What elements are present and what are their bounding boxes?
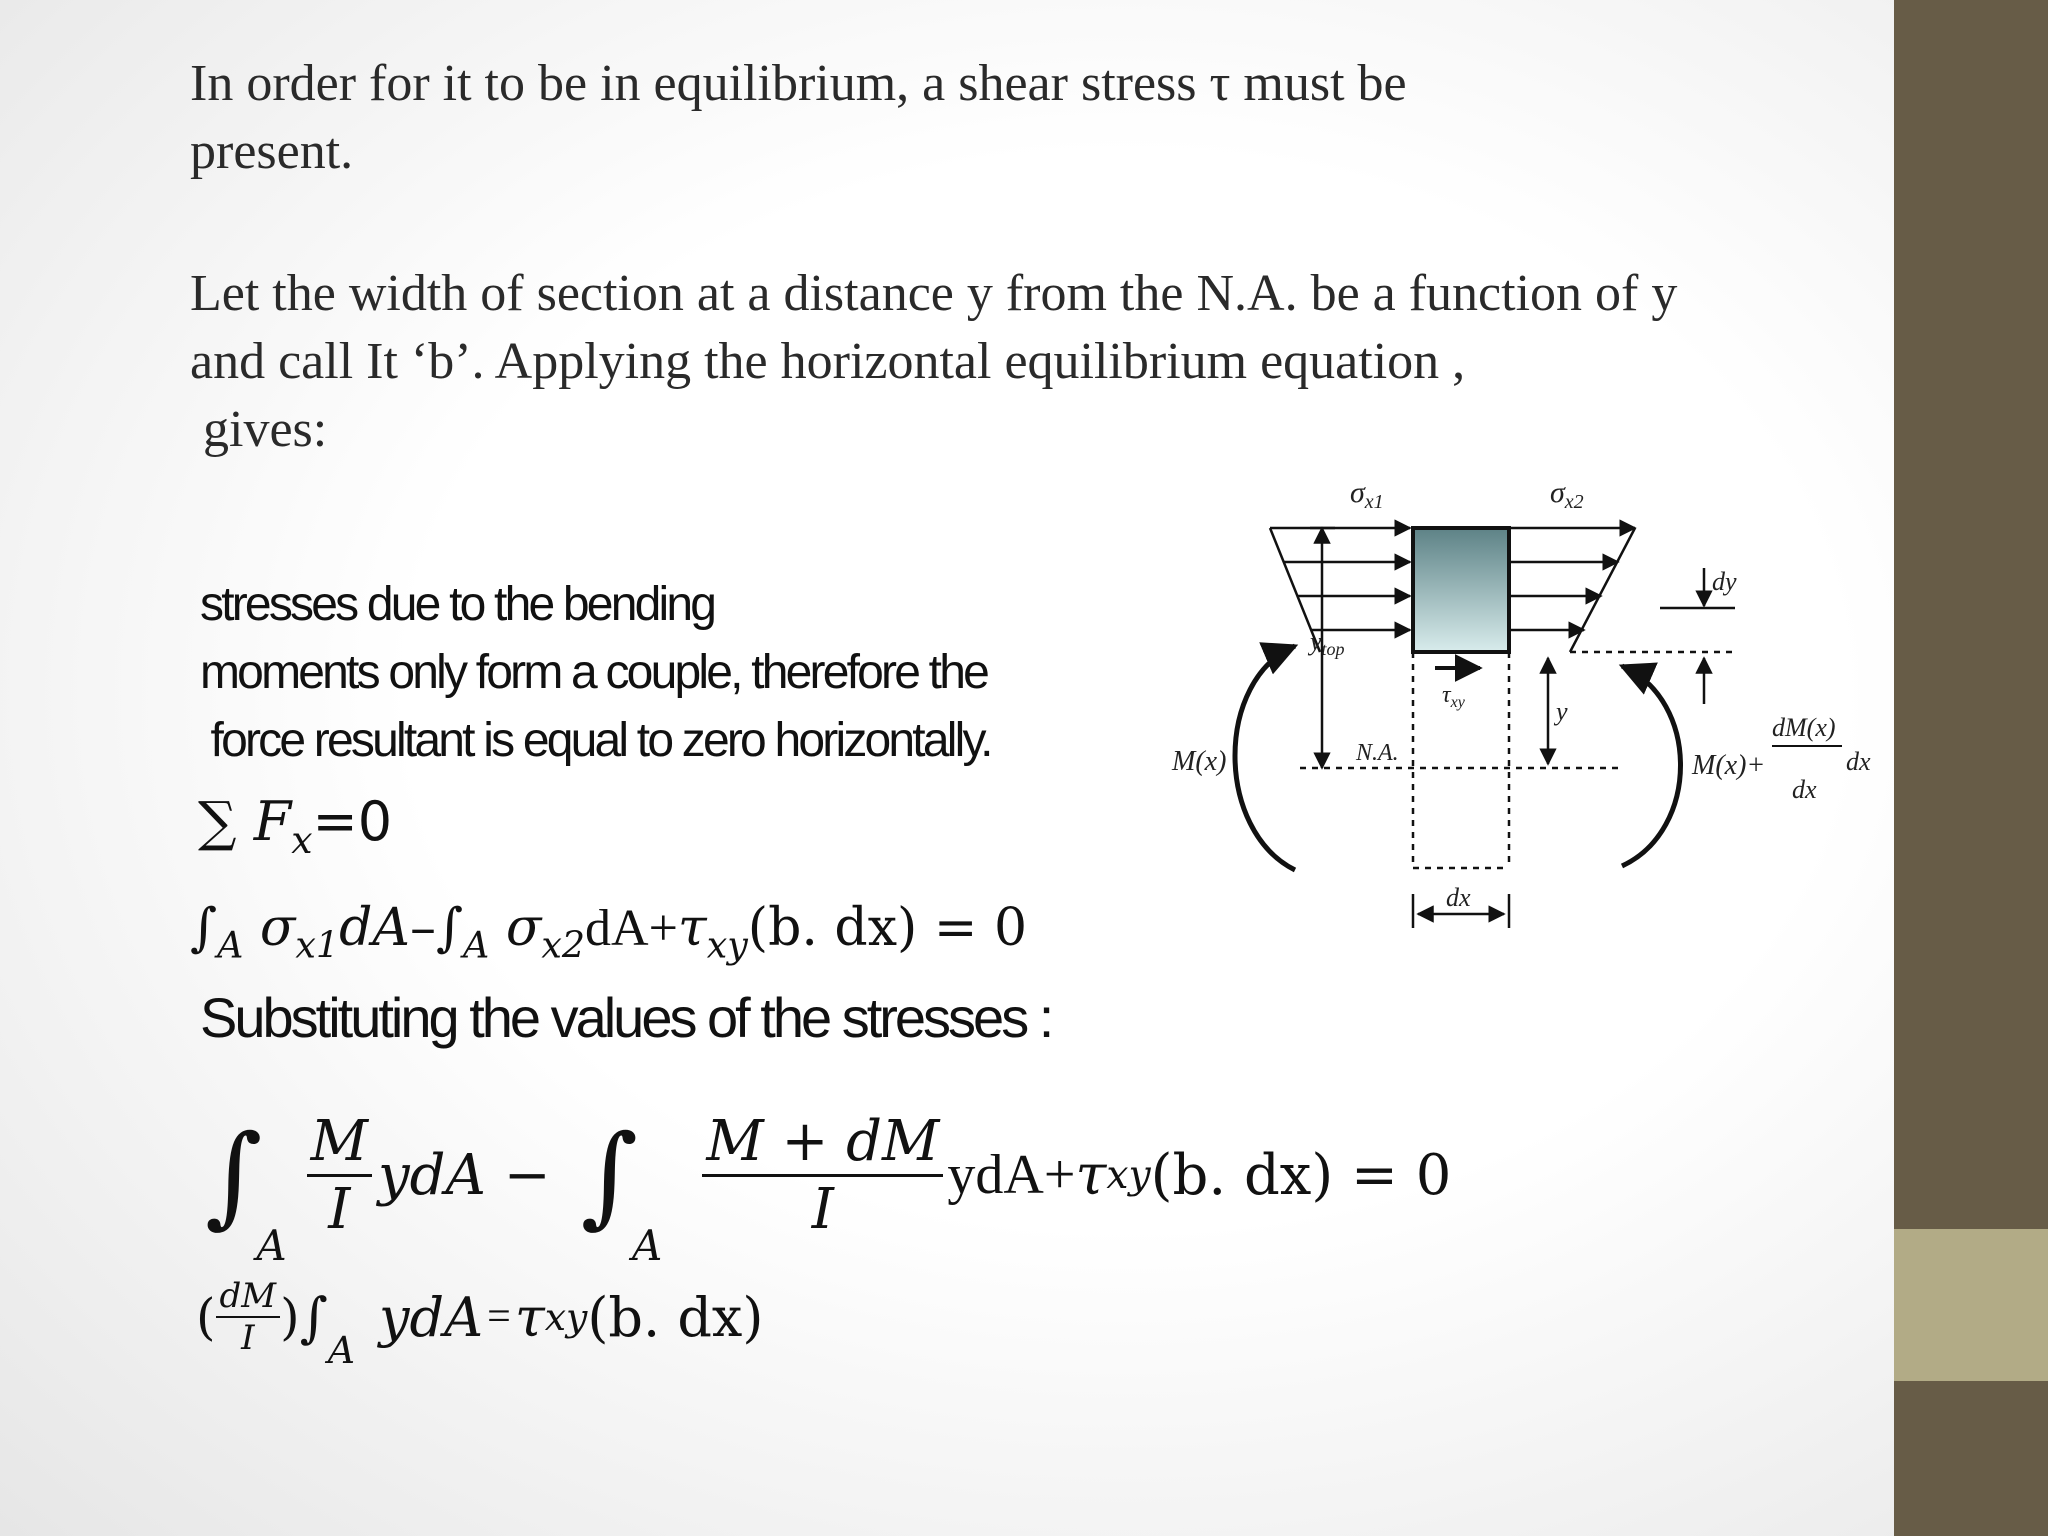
equals-sign: = bbox=[487, 1294, 511, 1340]
force-symbol: F bbox=[253, 790, 292, 853]
svg-text:τxy: $\tau_{xy}$ bbox=[1442, 682, 1465, 711]
note-line-3: force resultant is equal to zero horizontally. bbox=[200, 714, 991, 767]
moment-right-label bbox=[1691, 713, 1871, 804]
minus-sign: – bbox=[409, 898, 436, 958]
ydA-term: ydA bbox=[379, 1285, 484, 1349]
moment-left-arrow bbox=[1235, 646, 1295, 870]
moment-left-label: M(x) bbox=[1172, 746, 1227, 777]
tau-xy-label bbox=[1442, 682, 1466, 711]
tau-symbol: τ bbox=[514, 1285, 545, 1349]
sum-forces-equation bbox=[198, 790, 392, 862]
equals-zero: =0 bbox=[312, 790, 393, 853]
integral-subscript: A bbox=[327, 1328, 356, 1372]
integral-symbol: ∫ bbox=[580, 1111, 638, 1239]
paragraph-line: gives: bbox=[190, 401, 328, 458]
shaded-element bbox=[1413, 528, 1509, 652]
equation-tail: (b. dx) = 0 bbox=[1150, 1142, 1452, 1208]
sigma-symbol: σ bbox=[505, 898, 542, 958]
fraction-denominator: I bbox=[328, 1176, 351, 1242]
fraction-numerator: M bbox=[307, 1109, 372, 1177]
paragraph-line: Let the width of section at a distance y from the N.A. be a function of y bbox=[190, 265, 1678, 322]
integral-symbol: ∫ bbox=[435, 898, 464, 958]
integral-subscript: A bbox=[631, 1221, 663, 1270]
tau-subscript: xy bbox=[706, 923, 748, 967]
sum-symbol: ∑ bbox=[198, 790, 237, 853]
dy-label: dy bbox=[1712, 567, 1737, 596]
sigma-x2-label bbox=[1550, 476, 1584, 513]
y-label: y bbox=[1556, 697, 1568, 726]
side-accent-bar-top bbox=[1894, 0, 2048, 1229]
result-equation bbox=[196, 1262, 763, 1372]
fraction-M-plus-dM-over-I bbox=[702, 1109, 943, 1242]
integral-subscript: A bbox=[463, 923, 490, 967]
tau-symbol: τ bbox=[1075, 1142, 1107, 1208]
sigma-subscript: x2 bbox=[541, 923, 586, 967]
fraction-denominator: I bbox=[241, 1318, 255, 1358]
fraction-dM-over-I bbox=[216, 1276, 281, 1358]
sigma-symbol: σ bbox=[259, 898, 296, 958]
paragraph-width-section bbox=[190, 260, 1677, 464]
moment-right-arrow bbox=[1622, 666, 1681, 866]
ydA-term: ydA+ bbox=[947, 1144, 1076, 1206]
paragraph-line: present. bbox=[190, 123, 354, 180]
beam-element-diagram bbox=[1160, 470, 1900, 960]
y-top-label bbox=[1307, 627, 1345, 659]
substituting-text: Substituting the values of the stresses : bbox=[200, 986, 1052, 1049]
stress-block-right bbox=[1510, 528, 1635, 652]
integral-symbol: ∫ bbox=[205, 1111, 263, 1239]
paragraph-line: and call It ‘b’. Applying the horizontal equilibrium equation , bbox=[190, 333, 1466, 390]
sigma-subscript: x1 bbox=[295, 923, 340, 967]
svg-text:dx: dx bbox=[1792, 775, 1817, 804]
side-accent-bar-bottom bbox=[1894, 1381, 2048, 1536]
integral-symbol: ∫ bbox=[190, 898, 218, 958]
tau-symbol: τ bbox=[677, 898, 707, 958]
paragraph-line: In order for it to be in equilibrium, a shear stress τ must be bbox=[190, 55, 1407, 112]
close-paren: ) bbox=[280, 1288, 300, 1346]
svg-text:ytop: ytop bbox=[1310, 627, 1345, 659]
ydA-term: ydA − bbox=[378, 1142, 551, 1208]
equation-tail: (b. dx) = 0 bbox=[747, 898, 1028, 958]
stress-block-left bbox=[1270, 528, 1410, 652]
substituted-equation bbox=[205, 1080, 1451, 1270]
svg-text:dx: dx bbox=[1846, 747, 1871, 776]
paragraph-equilibrium bbox=[190, 50, 1407, 186]
open-paren: ( bbox=[196, 1288, 216, 1346]
neutral-axis-label: N.A. bbox=[1356, 740, 1399, 766]
sigma-x1-label bbox=[1350, 476, 1384, 513]
fraction-M-over-I bbox=[307, 1109, 372, 1242]
equilibrium-integral-equation bbox=[190, 898, 1027, 967]
equation-tail: (b. dx) bbox=[587, 1285, 764, 1349]
integral-subscript: A bbox=[217, 923, 244, 967]
svg-text:dM(x): dM(x) bbox=[1772, 713, 1836, 742]
tau-subscript: xy bbox=[1106, 1152, 1151, 1198]
svg-text:σx1: $\sigma_{x1}$ bbox=[1350, 476, 1384, 513]
dA-term: dA bbox=[339, 898, 410, 958]
integral-subscript: A bbox=[256, 1221, 287, 1270]
side-accent-bar-middle bbox=[1894, 1229, 2048, 1381]
fraction-numerator: dM bbox=[216, 1276, 281, 1318]
note-line-2: moments only form a couple, therefore the bbox=[200, 646, 987, 699]
tau-subscript: xy bbox=[544, 1295, 588, 1339]
note-line-1: stresses due to the bending bbox=[200, 578, 715, 631]
svg-text:σx2: $\sigma_{x2}$ bbox=[1550, 476, 1584, 513]
fraction-denominator: I bbox=[811, 1176, 834, 1242]
force-subscript: x bbox=[291, 818, 313, 863]
integral-symbol: ∫ bbox=[299, 1285, 328, 1349]
dx-label: dx bbox=[1446, 883, 1471, 912]
dA-term: dA+ bbox=[585, 900, 678, 957]
fraction-numerator: M + dM bbox=[702, 1109, 943, 1177]
svg-text:M(x)+: M(x)+ bbox=[1692, 750, 1766, 781]
